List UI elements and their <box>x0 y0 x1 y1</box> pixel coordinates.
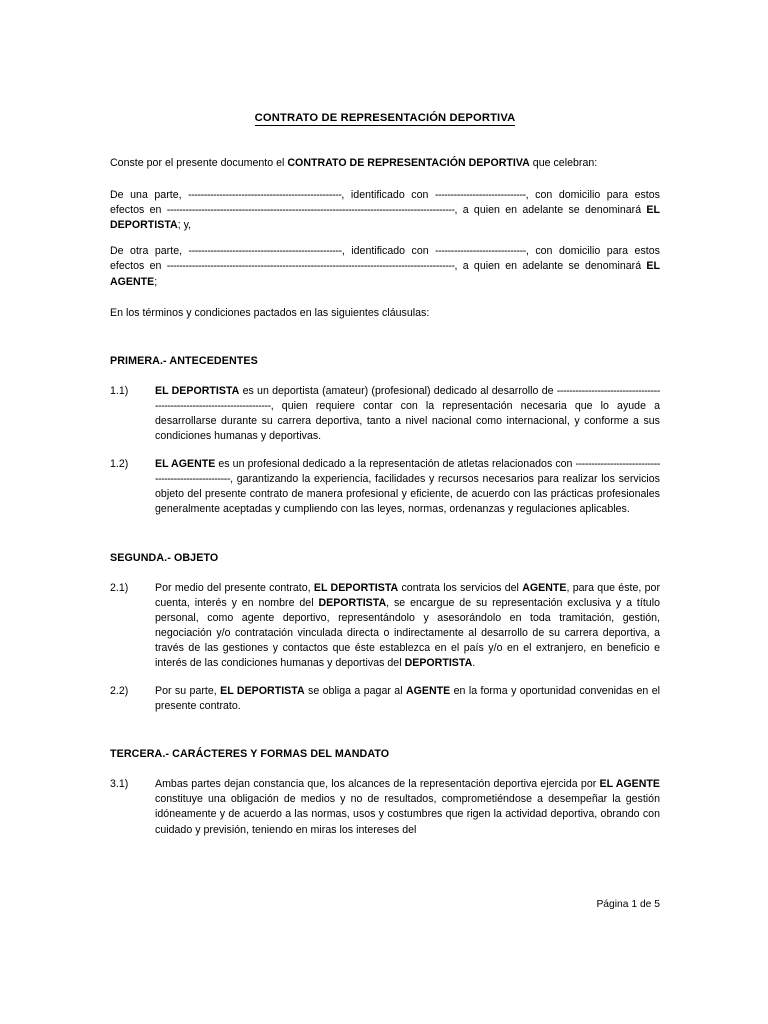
clause-1-1-body <box>155 384 660 444</box>
intro-paragraph <box>110 156 660 171</box>
page-footer <box>110 899 660 910</box>
party-1-blank-address: -------------------------------------------------------------------------------------------- <box>166 204 455 217</box>
clause-1-1-text-b: , quien requiere contar con la representación necesaria que lo ayude a desarrollarse durante su carrera deportiva, tanto a nivel nacional como internacional, y conforme a sus condiciones humanas y deportivas. <box>155 399 660 443</box>
clause-3-1-number: 3.1) <box>110 778 129 791</box>
party-1-mid-3: , a quien en adelante se denominará <box>454 204 647 217</box>
page-title <box>110 112 660 124</box>
section-heading-segunda: SEGUNDA.- OBJETO <box>110 551 219 564</box>
clause-2-1-text-4: , se encargue de su representación exclusiva y a título personal, como agente deportivo, representándolo y asesorándolo en toda tramitación, gestión, negociación y/o contratación vinculada directa o indirectamente al desarrollo de su carrera deportiva, a través de las gestiones y contactos que éste establezca en el país y/o en el extranjero, en beneficio e interés de las condiciones humanas y deportivas del <box>155 596 660 669</box>
clause-1-1-bold-lead: EL DEPORTISTA <box>155 384 240 397</box>
clause-1-2-number: 1.2) <box>110 458 129 471</box>
party-1-blank-id: ----------------------------- <box>434 189 526 202</box>
section-heading-primera: PRIMERA.- ANTECEDENTES <box>110 354 258 367</box>
clause-2-2-text-2: se obliga a pagar al <box>304 685 406 698</box>
clause-2-2-body <box>155 684 660 714</box>
party-2-blank-address: -------------------------------------------------------------------------------------------- <box>166 260 455 273</box>
clause-2-2-bold-1: EL DEPORTISTA <box>220 685 305 698</box>
party-1-name: EL DEPORTISTA <box>110 204 660 232</box>
clause-1-2-bold-lead: EL AGENTE <box>155 458 216 471</box>
clause-1-1-blank: ---------------------------------------------------------------------- <box>155 384 660 412</box>
clause-2-1-text-3: , para que éste, por cuenta, interés y en nombre del <box>155 581 660 609</box>
party-1-tail: ; y, <box>177 219 192 232</box>
intro-bold: CONTRATO DE REPRESENTACIÓN DEPORTIVA <box>287 157 530 169</box>
intro-before: Conste por el presente documento el <box>110 157 288 169</box>
clause-2-1-text-5: . <box>472 656 476 669</box>
clause-3-1-text-1: Ambas partes dejan constancia que, los alcances de la representación deportiva ejercida por <box>155 778 600 791</box>
clause-1-1-number: 1.1) <box>110 384 129 397</box>
party-1-mid-2: , con domicilio para estos efectos en <box>110 189 661 217</box>
clause-2-2-bold-2: AGENTE <box>405 685 451 698</box>
clause-2-1-text-2: contrata los servicios del <box>398 581 523 594</box>
clause-2-2-number: 2.2) <box>110 685 129 698</box>
clause-2-1-bold-1: EL DEPORTISTA <box>313 581 399 594</box>
terms-line: En los términos y condiciones pactados en las siguientes cláusulas: <box>110 306 430 319</box>
clause-2-2 <box>110 684 660 714</box>
clause-1-2-text-b: , garantizando la experiencia, facilidades y recursos necesarios para realizar los servicios objeto del presente contrato de manera profesional y eficiente, de acuerdo con las prácticas profesionales generalmente aceptadas y cumpliendo con las leyes, normas, ordenanzas y regulaciones aplicables. <box>155 473 660 516</box>
clause-2-1-bold-2: AGENTE <box>522 581 567 594</box>
clause-2-1-bold-3: DEPORTISTA <box>318 596 387 609</box>
clause-1-1 <box>110 384 660 444</box>
party-paragraph-1 <box>110 188 660 233</box>
page-title-text: CONTRATO DE REPRESENTACIÓN DEPORTIVA <box>254 112 516 124</box>
clause-1-2-text-a: es un profesional dedicado a la representación de atletas relacionados con <box>215 458 576 471</box>
clause-3-1-body <box>155 777 660 837</box>
party-2-mid-2: , con domicilio para estos efectos en <box>110 245 660 273</box>
party-2-mid-3: , a quien en adelante se denominará <box>454 260 647 273</box>
clause-2-1-body <box>155 581 660 672</box>
section-heading-tercera: TERCERA.- CARÁCTERES Y FORMAS DEL MANDATO <box>110 748 390 761</box>
party-2-tail: ; <box>154 275 158 288</box>
party-1-mid-1: , identificado con <box>341 189 435 202</box>
document-body <box>110 112 660 851</box>
clause-3-1 <box>110 777 660 837</box>
clause-1-2-body <box>155 457 660 517</box>
clause-1-2 <box>110 457 660 517</box>
clause-2-2-text-1: Por su parte, <box>155 685 221 698</box>
page-number-label: Página 1 de 5 <box>596 899 660 910</box>
party-2-name: EL AGENTE <box>110 260 660 288</box>
clause-2-2-text-3: en la forma y oportunidad convenidas en el presente contrato. <box>155 685 661 713</box>
clause-3-1-text-2: constituye una obligación de medios y no de resultados, comprometiéndose a desempeñar la gestión idóneamente y de acuerdo a las normas, usos y costumbres que rigen la actividad deportiva, obrando con cuidado y previsión, teniendo en miras los intereses del <box>155 793 660 836</box>
clause-1-1-text-a: es un deportista (amateur) (profesional) dedicado al desarrollo de <box>239 384 557 397</box>
clause-2-1-number: 2.1) <box>110 581 129 594</box>
clause-2-1-text-1: Por medio del presente contrato, <box>155 581 314 594</box>
party-2-mid-1: , identificado con <box>341 245 436 258</box>
party-1-lead: De una parte, <box>110 189 189 202</box>
clause-3-1-bold-1: EL AGENTE <box>599 778 660 791</box>
party-1-blank-name: ------------------------------------------------- <box>188 189 342 202</box>
intro-after: que celebran: <box>529 157 598 169</box>
party-2-blank-name: ------------------------------------------------- <box>188 245 342 258</box>
party-2-blank-id: ----------------------------- <box>435 245 526 258</box>
party-2-lead: De otra parte, <box>110 245 189 258</box>
clause-1-2-blank: --------------------------------------------------- <box>155 458 660 486</box>
party-paragraph-2 <box>110 244 660 289</box>
clause-2-1-bold-4: DEPORTISTA <box>404 656 473 669</box>
clause-2-1 <box>110 581 660 672</box>
